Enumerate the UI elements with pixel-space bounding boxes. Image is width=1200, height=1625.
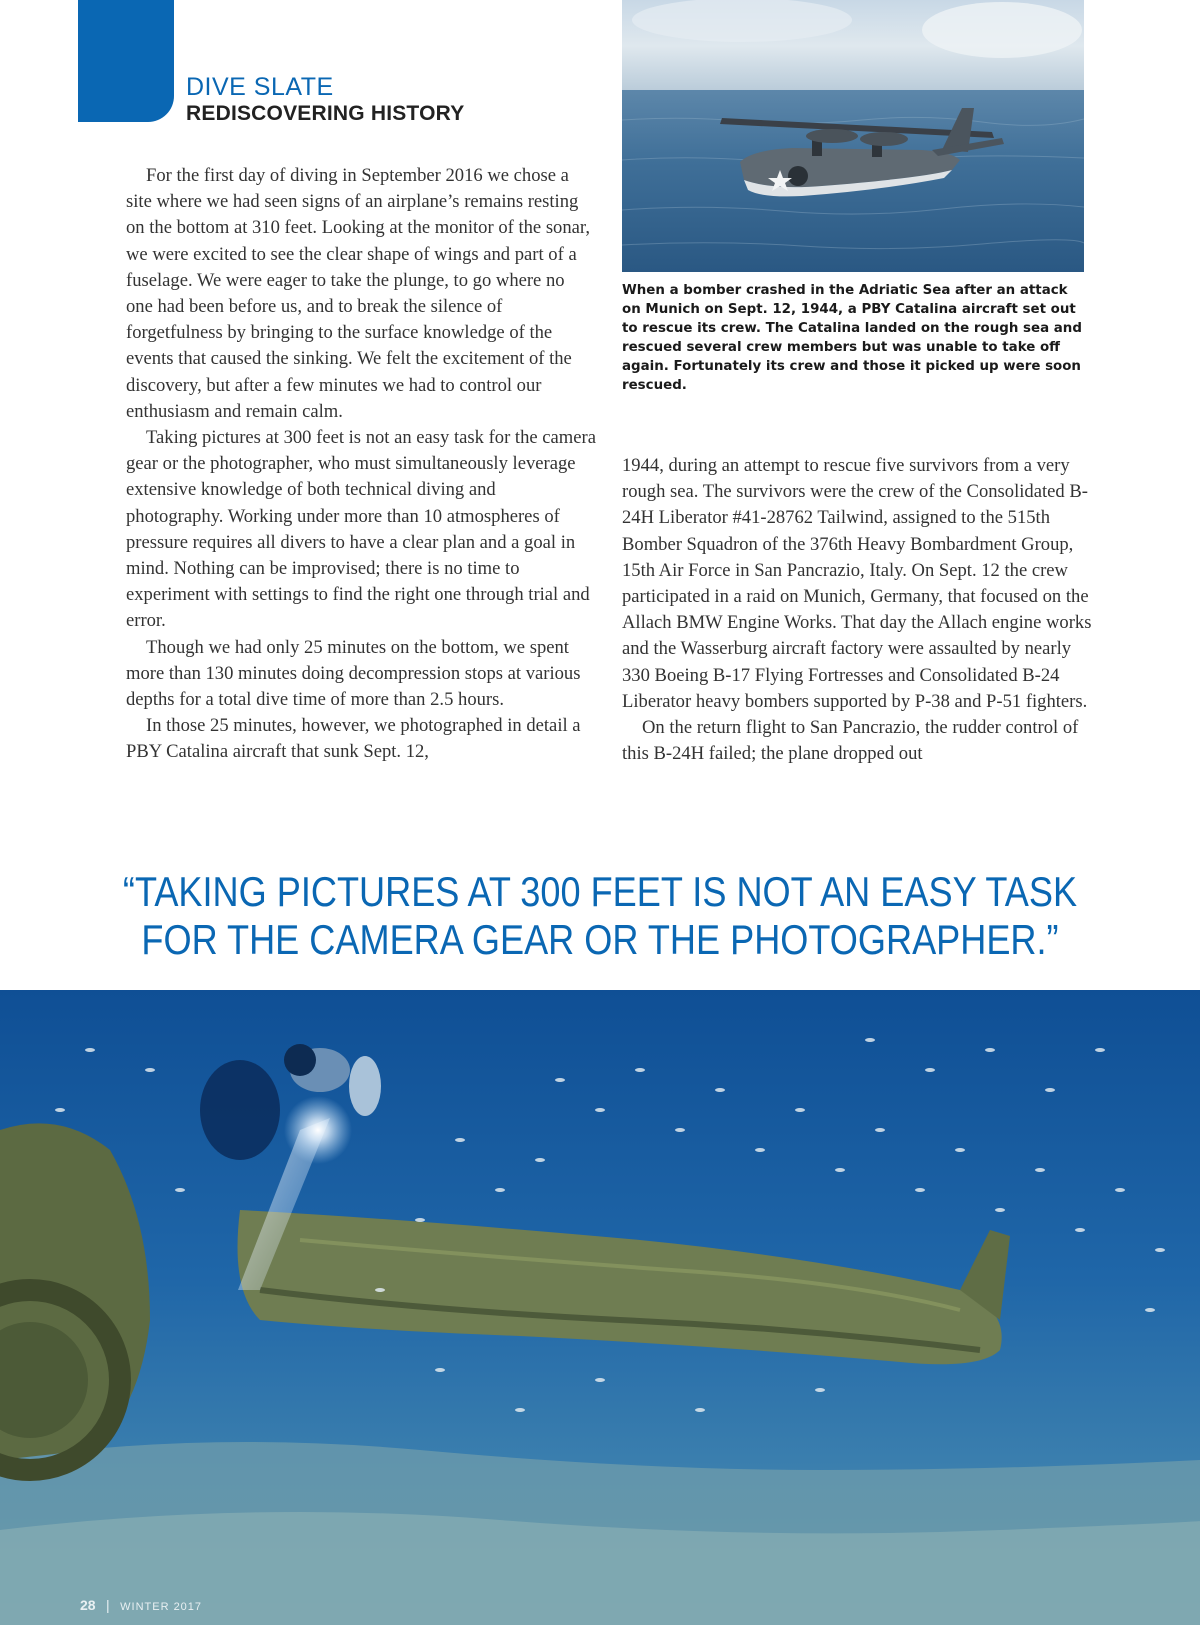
article-column-right xyxy=(622,453,1092,767)
catalina-photo xyxy=(622,0,1084,272)
photo-caption: When a bomber crashed in the Adriatic Sea after an attack on Munich on Sept. 12, 1944, a PBY Catalina aircraft set out to rescue its crew. The Catalina landed on the rough sea and rescued several crew members but was unable to take off again. Fortunately its crew and those it picked up were soon rescued. xyxy=(622,283,1082,393)
issue-label: WINTER 2017 xyxy=(120,1601,203,1613)
underwater-wreck-photo xyxy=(0,990,1200,1625)
article-paragraph: Taking pictures at 300 feet is not an easy task for the camera gear or the photographer, who must simultaneously leverage extensive knowledge of both technical diving and photography. Working under more than 10 atmospheres of pressure requires all divers to have a clear plan and a goal in mind. Nothing can be improvised; there is no time to experiment with settings to find the right one through trial and error. xyxy=(126,427,596,632)
section-subtitle: REDISCOVERING HISTORY xyxy=(186,102,465,125)
pull-quote xyxy=(84,868,1116,964)
pull-quote-line: “TAKING PICTURES AT 300 FEET IS NOT AN EASY TASK xyxy=(122,868,1078,915)
section-label: DIVE SLATE xyxy=(186,73,334,101)
article-paragraph: In those 25 minutes, however, we photographed in detail a PBY Catalina aircraft that sunk Sept. 12, xyxy=(126,715,581,763)
page-number: 28 xyxy=(80,1597,96,1613)
section-tab-marker xyxy=(78,0,174,122)
pull-quote-line: FOR THE CAMERA GEAR OR THE PHOTOGRAPHER.” xyxy=(141,916,1059,963)
article-paragraph: For the first day of diving in September 2016 we chose a site where we had seen signs of an airplane’s remains resting on the bottom at 310 feet. Looking at the monitor of the sonar, we were excited to see the clear shape of wings and part of a fuselage. We were eager to take the plunge, to go where no one had been before us, and to break the silence of forgetfulness by bringing to the surface knowledge of the events that caused the sinking. We felt the excitement of the discovery, but after a few minutes we had to control our enthusiasm and remain calm. xyxy=(126,165,590,422)
article-column-left xyxy=(126,163,596,766)
article-paragraph: On the return flight to San Pancrazio, the rudder control of this B-24H failed; the plane dropped out xyxy=(622,717,1079,765)
footer-separator: | xyxy=(106,1597,110,1613)
section-heading xyxy=(186,72,464,126)
article-paragraph: 1944, during an attempt to rescue five survivors from a very rough sea. The survivors were the crew of the Consolidated B-24H Liberator #41-28762 Tailwind, assigned to the 515th Bomber Squadron of the 376th Heavy Bombardment Group, 15th Air Force in San Pancrazio, Italy. On Sept. 12 the crew participated in a raid on Munich, Germany, that focused on the Allach BMW Engine Works. That day the Allach engine works and the Wasserburg aircraft factory were assaulted by nearly 330 Boeing B-17 Flying Fortresses and Consolidated B-24 Liberator heavy bombers supported by P-38 and P-51 fighters. xyxy=(622,455,1092,712)
article-paragraph: Though we had only 25 minutes on the bottom, we spent more than 130 minutes doing decompression stops at various depths for a total dive time of more than 2.5 hours. xyxy=(126,636,581,711)
page-footer xyxy=(80,1597,202,1615)
